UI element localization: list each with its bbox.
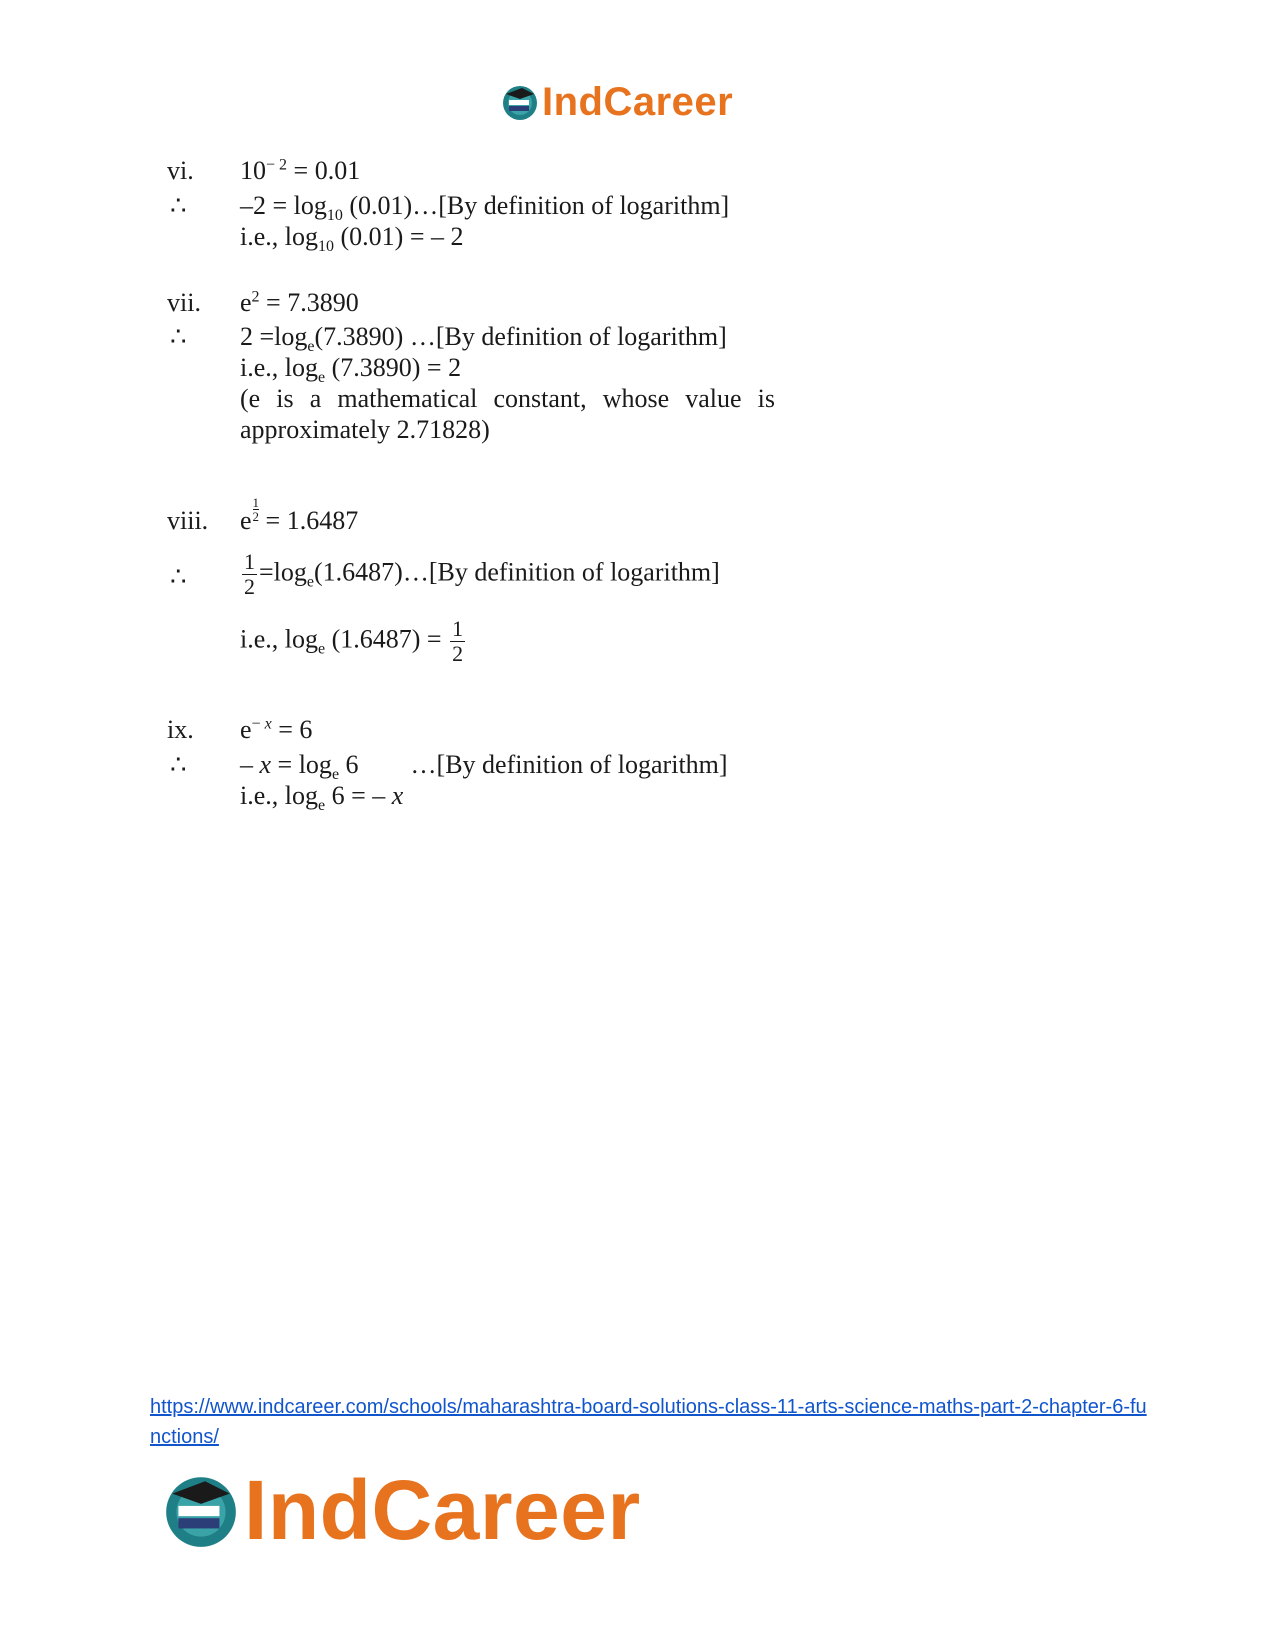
therefore-symbol: ∴ (170, 191, 187, 220)
equation-ix-log: – $x = \log_e 6$ …[By definition of logarithm] (240, 750, 728, 784)
equation-vi-log: $-2 = \log_{10}$ (0.01)…[By definition of logarithm] (240, 191, 730, 225)
equation-vi-result: i.e., $\log_{10} (0.01)$ = – 2 (240, 222, 464, 256)
equation-ix: $e^{- x} = 6$ (240, 715, 313, 744)
footer-logo (160, 1462, 641, 1558)
therefore-symbol: ∴ (170, 322, 187, 351)
therefore-symbol: ∴ (170, 562, 187, 591)
note-line-1: (e is a mathematical constant, whose value is (240, 384, 775, 413)
logo-text: IndCareer (542, 80, 734, 124)
equation-viii-result: i.e., $\log_e (1.6487)$ = $\frac{1}{2}$ (240, 616, 464, 666)
equation-vii: $e^2 = 7.3890$ (240, 288, 359, 317)
note-line-2: approximately 2.71828) (240, 415, 490, 444)
therefore-symbol: ∴ (170, 750, 187, 779)
item-label-vii: vii. (167, 288, 201, 317)
equation-viii: e $\frac{1}{2}$ = 1.6487 (240, 495, 359, 535)
equation-ix-result: i.e., $\log_e 6$ = – x (240, 781, 404, 815)
equation-viii-log: $\frac{1}{2}$ $=\log_e(1.6487)\dots[By$ definition of logarithm] (244, 549, 720, 599)
item-label-vi: vi. (167, 156, 194, 185)
graduation-cap-logo-icon (160, 1469, 242, 1551)
graduation-cap-logo-icon (500, 82, 540, 122)
source-url-link[interactable]: https://www.indcareer.com/schools/maharashtra-board-solutions-class-11-arts-science-maths-part-2-chapter-6-functions/ (150, 1396, 1147, 1448)
equation-vii-log: $2 =\log_e(7.3890)$ …[By definition of logarithm] (240, 322, 727, 356)
header-logo (500, 78, 733, 126)
equation-vi: $10^{- 2} = 0.01$ (240, 156, 361, 185)
item-label-viii: viii. (167, 506, 209, 535)
item-label-ix: ix. (167, 715, 194, 744)
equation-vii-result: i.e., $\log_e (7.3890) = 2$ (240, 353, 462, 387)
logo-text: IndCareer (244, 1463, 641, 1557)
